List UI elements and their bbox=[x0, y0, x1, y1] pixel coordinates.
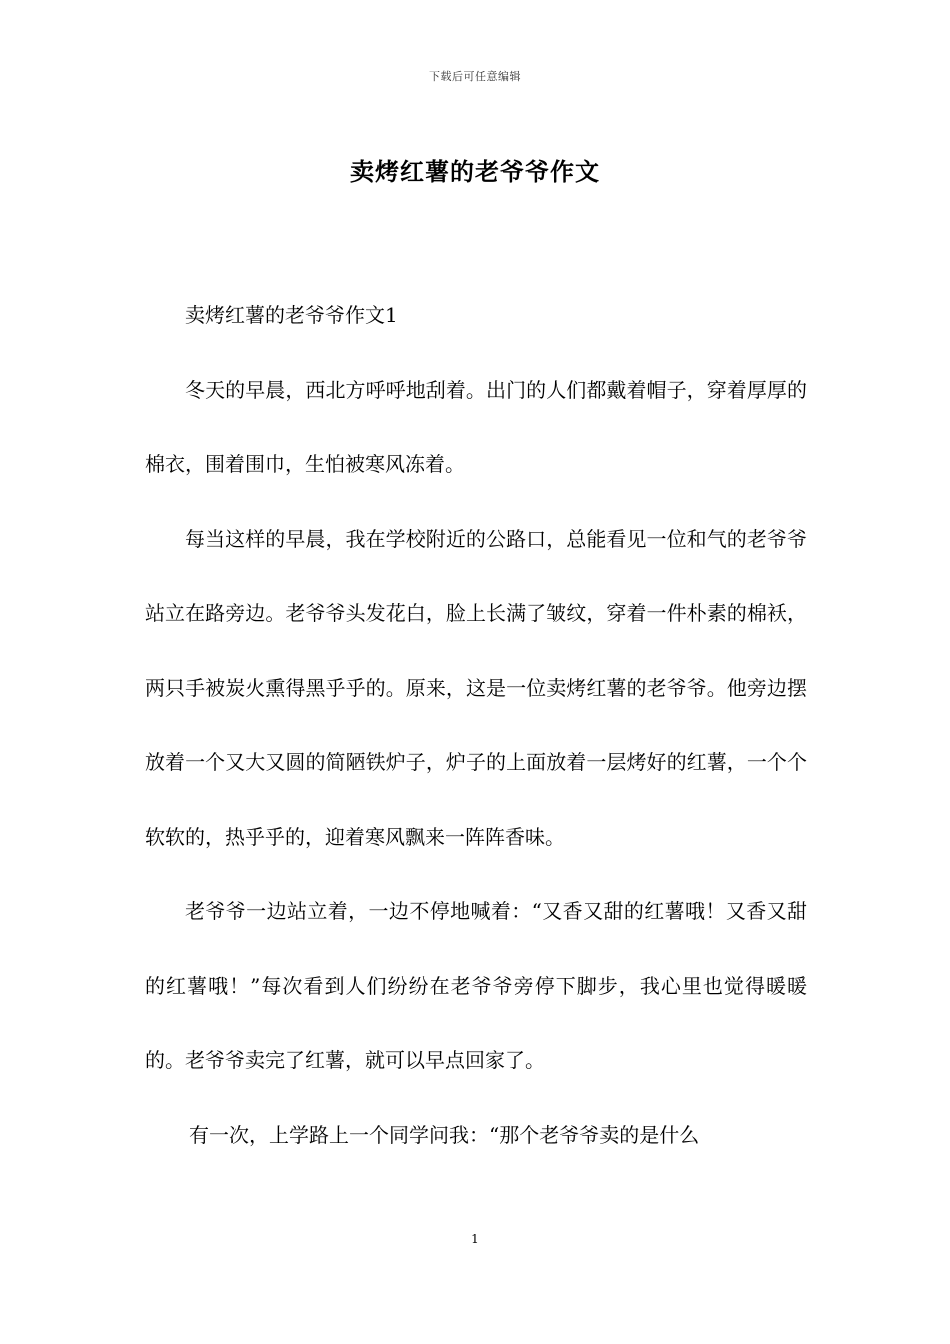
paragraph: 每当这样的早晨，我在学校附近的公路口，总能看见一位和气的老爷爷站立在路旁边。老爷爷头发花白，脸上长满了皱纹，穿着一件朴素的棉袄，两只手被炭火熏得黑乎乎的。原来，这是一位卖烤红薯的老爷爷。他旁边摆放着一个又大又圆的简陋铁炉子，炉子的上面放着一层烤好的红薯，一个个软软的，热乎乎的，迎着寒风飘来一阵阵香味。 bbox=[145, 526, 807, 849]
paragraph: 有一次，上学路上一个同学问我：“那个老爷爷卖的是什么 bbox=[189, 1122, 700, 1147]
paragraph: 冬天的早晨，西北方呼呼地刮着。出门的人们都戴着帽子，穿着厚厚的棉衣，围着围巾，生怕被寒风冻着。 bbox=[145, 377, 807, 476]
paragraph-subtitle: 卖烤红薯的老爷爷作文1 bbox=[185, 303, 398, 327]
paragraph: 老爷爷一边站立着，一边不停地喊着：“又香又甜的红薯哦！又香又甜的红薯哦！”每次看到人们纷纷在老爷爷旁停下脚步，我心里也觉得暖暖的。老爷爷卖完了红薯，就可以早点回家了。 bbox=[145, 899, 807, 1072]
document-title: 卖烤红薯的老爷爷作文 bbox=[350, 157, 600, 186]
page-header: 下载后可任意编辑 bbox=[429, 70, 521, 83]
page-number: 1 bbox=[471, 1232, 479, 1246]
document-body bbox=[145, 278, 807, 1172]
